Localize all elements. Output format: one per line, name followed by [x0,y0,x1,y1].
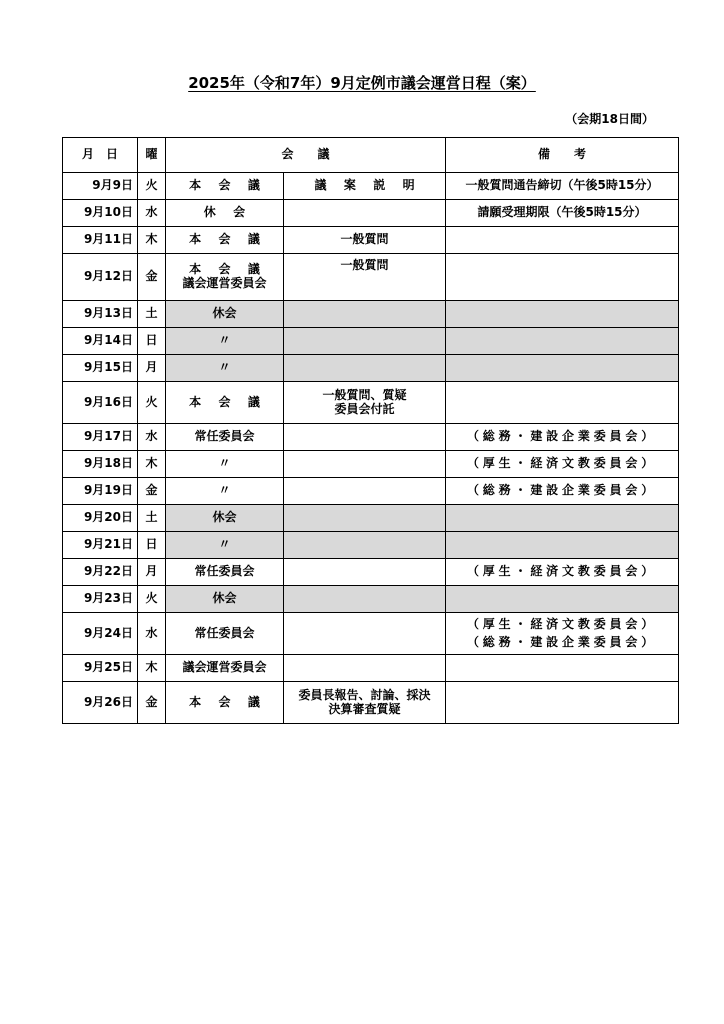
row-dow: 金 [138,478,166,505]
row-date: 9月25日 [63,655,138,682]
row-detail: 議 案 説 明 [284,173,446,200]
row-meeting: 本 会 議 [166,382,284,424]
row-detail [284,382,446,424]
row-detail [284,655,446,682]
table-row [63,682,679,724]
row-detail-line2: 決算審査質疑 [328,701,401,716]
table-row [63,586,679,613]
row-detail-line2: 委員会付託 [334,401,395,416]
row-detail [284,355,446,382]
page-title: 2025年（令和7年）9月定例市議会運営日程（案） [188,74,536,92]
row-notes [446,328,679,355]
header-dow: 曜 [138,138,166,173]
row-dow: 火 [138,586,166,613]
row-date: 9月9日 [63,173,138,200]
row-date: 9月15日 [63,355,138,382]
row-notes [446,505,679,532]
row-dow: 木 [138,451,166,478]
row-notes: （総務・建設企業委員会） [446,478,679,505]
row-date: 9月10日 [63,200,138,227]
row-date: 9月24日 [63,613,138,655]
session-period: （会期18日間） [565,112,654,126]
row-detail: 一般質問 [284,227,446,254]
row-meeting: 〃 [166,478,284,505]
row-notes [446,655,679,682]
row-notes [446,301,679,328]
row-dow: 日 [138,532,166,559]
row-dow: 木 [138,227,166,254]
row-date: 9月21日 [63,532,138,559]
row-date: 9月14日 [63,328,138,355]
table-row [63,382,679,424]
row-date: 9月16日 [63,382,138,424]
row-detail [284,328,446,355]
table-row [63,559,679,586]
table-row [63,328,679,355]
table-row [63,301,679,328]
row-detail [284,424,446,451]
row-date: 9月19日 [63,478,138,505]
row-detail-line1: 一般質問、質疑 [322,387,407,402]
table-row [63,613,679,655]
row-notes [446,532,679,559]
table-row [63,532,679,559]
row-notes-line2: （総務・建設企業委員会） [466,634,658,649]
row-dow: 水 [138,613,166,655]
row-dow: 木 [138,655,166,682]
row-notes [446,682,679,724]
table-row [63,254,679,301]
row-meeting: 休 会 [166,200,284,227]
row-date: 9月13日 [63,301,138,328]
row-date: 9月11日 [63,227,138,254]
row-meeting: 〃 [166,532,284,559]
row-meeting: 〃 [166,355,284,382]
row-detail [284,478,446,505]
row-notes [446,254,679,301]
row-dow: 月 [138,355,166,382]
row-meeting: 〃 [166,328,284,355]
row-date: 9月26日 [63,682,138,724]
table-row [63,200,679,227]
header-row [63,138,679,173]
row-dow: 水 [138,200,166,227]
row-notes: （厚生・経済文教委員会） [446,559,679,586]
header-date: 月 日 [63,138,138,173]
row-meeting [166,254,284,301]
table-row [63,655,679,682]
row-meeting: 常任委員会 [166,559,284,586]
row-date: 9月20日 [63,505,138,532]
row-detail [284,532,446,559]
row-detail [284,200,446,227]
row-detail [284,559,446,586]
row-meeting: 本 会 議 [166,227,284,254]
row-detail [284,613,446,655]
table-row [63,227,679,254]
row-date: 9月23日 [63,586,138,613]
row-meeting: 休会 [166,301,284,328]
table-row [63,355,679,382]
row-meeting: 休会 [166,505,284,532]
row-dow: 火 [138,173,166,200]
row-meeting: 常任委員会 [166,424,284,451]
row-meeting: 議会運営委員会 [166,655,284,682]
row-detail-line1: 委員長報告、討論、採決 [298,687,431,702]
row-dow: 金 [138,682,166,724]
row-notes: （総務・建設企業委員会） [446,424,679,451]
row-notes [446,613,679,655]
table-row [63,424,679,451]
row-notes: （厚生・経済文教委員会） [446,451,679,478]
row-notes [446,382,679,424]
table-row [63,505,679,532]
row-notes: 一般質問通告締切（午後5時15分） [446,173,679,200]
row-date: 9月22日 [63,559,138,586]
row-notes-line1: （厚生・経済文教委員会） [466,616,658,631]
header-notes: 備 考 [446,138,679,173]
row-dow: 土 [138,505,166,532]
row-meeting-line2: 議会運営委員会 [182,276,267,290]
row-detail: 一般質問 [284,254,446,301]
row-dow: 月 [138,559,166,586]
row-date: 9月17日 [63,424,138,451]
row-detail [284,451,446,478]
row-detail [284,301,446,328]
row-meeting: 〃 [166,451,284,478]
table-row [63,451,679,478]
row-meeting: 本 会 議 [166,682,284,724]
row-notes [446,227,679,254]
row-date: 9月12日 [63,254,138,301]
row-dow: 水 [138,424,166,451]
row-date: 9月18日 [63,451,138,478]
table-row [63,478,679,505]
row-dow: 日 [138,328,166,355]
row-meeting: 本 会 議 [166,173,284,200]
row-notes [446,586,679,613]
row-dow: 土 [138,301,166,328]
table-row [63,173,679,200]
row-meeting: 休会 [166,586,284,613]
header-meeting: 会 議 [166,138,446,173]
row-notes: 請願受理期限（午後5時15分） [446,200,679,227]
row-dow: 火 [138,382,166,424]
row-meeting: 常任委員会 [166,613,284,655]
row-dow: 金 [138,254,166,301]
schedule-table [62,137,679,724]
row-detail [284,586,446,613]
row-detail [284,682,446,724]
row-notes [446,355,679,382]
row-meeting-line1: 本 会 議 [189,262,267,277]
row-detail [284,505,446,532]
